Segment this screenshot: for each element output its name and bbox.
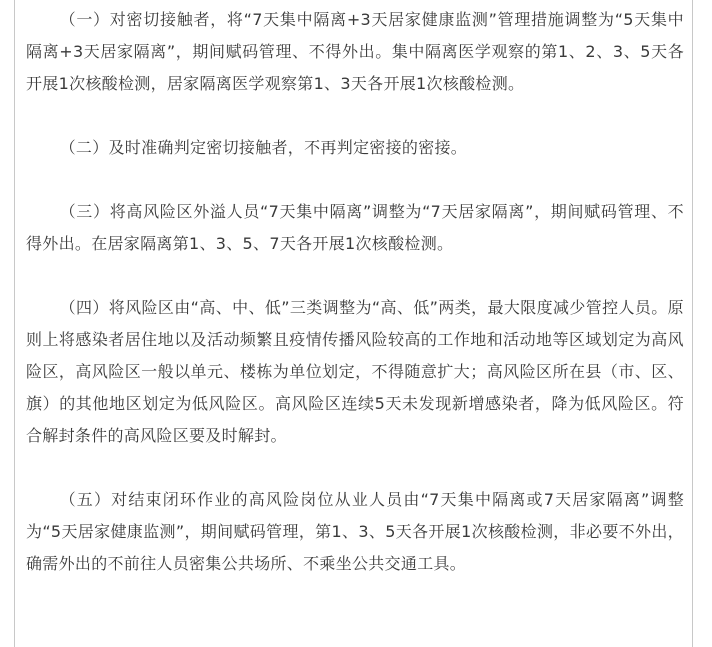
paragraph-measure-2: （二）及时准确判定密切接触者，不再判定密接的密接。 — [59, 138, 468, 157]
paragraph-spacer — [26, 452, 684, 484]
paragraph-measure-5: （五）对结束闭环作业的高风险岗位从业人员由“7天集中隔离或7天居家隔离”调整为“5天居家健康监测”，期间赋码管理，第1、3、5天各开展1次核酸检测，非必要不外出，确需外出的不前往人员密集公共场所、不乘坐公共交通工具。 — [26, 490, 684, 573]
paragraph-spacer — [26, 164, 684, 196]
paragraph-measure-3: （三）将高风险区外溢人员“7天集中隔离”调整为“7天居家隔离”，期间赋码管理、不得外出。在居家隔离第1、3、5、7天各开展1次核酸检测。 — [26, 202, 684, 253]
paragraph-measure-1: （一）对密切接触者，将“7天集中隔离+3天居家健康监测”管理措施调整为“5天集中隔离+3天居家隔离”，期间赋码管理、不得外出。集中隔离医学观察的第1、2、3、5天各开展1次核酸检测，居家隔离医学观察第1、3天各开展1次核酸检测。 — [26, 10, 684, 93]
paragraph-spacer — [26, 260, 684, 292]
article-body — [26, 4, 684, 580]
paragraph-spacer — [26, 100, 684, 132]
paragraph-measure-4: （四）将风险区由“高、中、低”三类调整为“高、低”两类，最大限度减少管控人员。原则上将感染者居住地以及活动频繁且疫情传播风险较高的工作地和活动地等区域划定为高风险区，高风险区一般以单元、楼栋为单位划定，不得随意扩大；高风险区所在县（市、区、旗）的其他地区划定为低风险区。高风险区连续5天未发现新增感染者，降为低风险区。符合解封条件的高风险区要及时解封。 — [26, 298, 684, 445]
